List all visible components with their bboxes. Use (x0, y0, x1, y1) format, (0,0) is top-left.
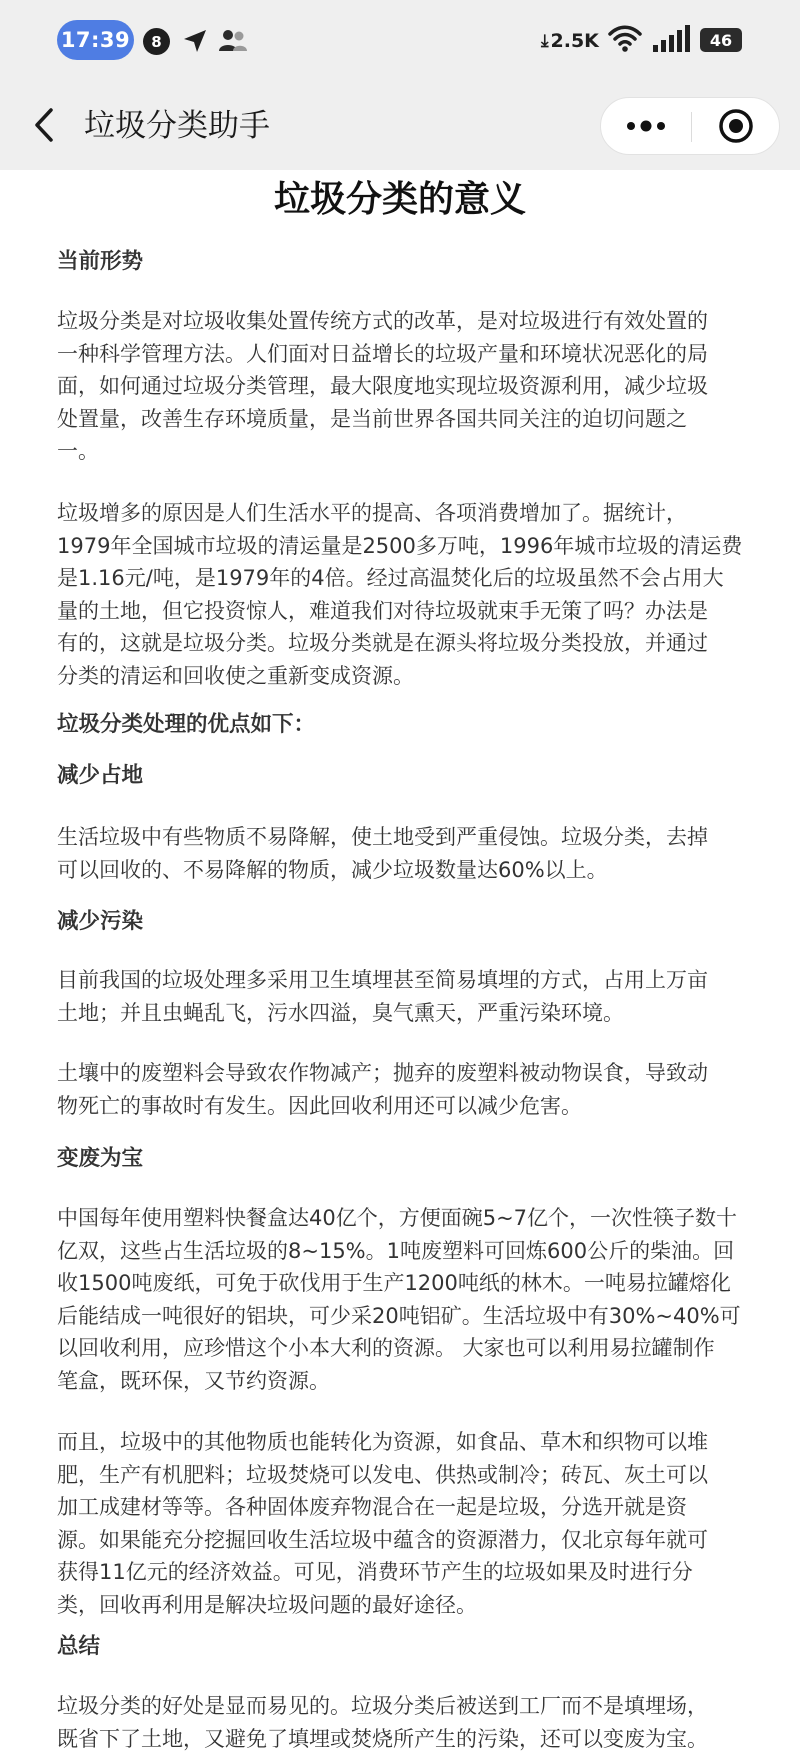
paragraph: 生活垃圾中有些物质不易降解，使土地受到严重侵蚀。垃圾分类，去掉 可以回收的、不易降解的物质，减少垃圾数量达60%以上。 (57, 825, 708, 882)
chevron-left-icon (33, 107, 55, 143)
location-arrow-icon (180, 26, 210, 56)
close-miniprogram-button[interactable] (692, 98, 780, 154)
battery-indicator: 46 (700, 28, 742, 52)
wifi-icon (608, 24, 642, 54)
paragraph: 目前我国的垃圾处理多采用卫生填埋甚至简易填埋的方式，占用上万亩 土地；并且虫蝇乱飞，污水四溢，臭气熏天，严重污染环境。 (57, 968, 708, 1025)
more-dots-icon (625, 120, 667, 132)
paragraph: 垃圾增多的原因是人们生活水平的提高、各项消费增加了。据统计， 1979年全国城市垃圾的清运量是2500多万吨，1996年城市垃圾的清运费 是1.16元/吨，是1979年的4倍。经过高温焚化后的垃圾虽然不会占用大 量的土地，但它投资惊人，难道我们对待垃圾就束手无策了吗？办法是 有的，这就是垃圾分类。垃圾分类就是在源头将垃圾分类投放，并通过 分类的清运和回收使之重新变成资源。 (57, 501, 743, 688)
section-heading-current-situation: 当前形势 (57, 249, 144, 274)
article-title: 垃圾分类的意义 (273, 179, 526, 220)
contacts-icon (216, 27, 250, 55)
signal-strength-icon (652, 24, 692, 54)
nav-title: 垃圾分类助手 (84, 108, 270, 144)
section-heading-summary: 总结 (57, 1634, 101, 1659)
target-circle-icon (718, 108, 754, 144)
paragraph: 而且，垃圾中的其他物质也能转化为资源，如食品、草木和织物可以堆 肥，生产有机肥料；垃圾焚烧可以发电、供热或制冷；砖瓦、灰土可以 加工成建材等等。各种固体废弃物混合在一起是垃圾，分选开就是资 源。如果能充分挖掘回收生活垃圾中蕴含的资源潜力，仅北京每年就可 获得11亿元的经济效益。可见，消费环节产生的垃圾如果及时进行分 类，回收再利用是解决垃圾问题的最好途径。 (57, 1430, 708, 1617)
section-heading-reduce-land: 减少占地 (57, 763, 144, 788)
network-speed-value: 2.5K (550, 30, 599, 52)
paragraph: 垃圾分类的好处是显而易见的。垃圾分类后被送到工厂而不是填埋场， 既省下了土地，又避免了填埋或焚烧所产生的污染，还可以变废为宝。 (57, 1694, 708, 1751)
more-button[interactable] (601, 98, 691, 154)
notification-count-badge: 8 (143, 28, 170, 55)
network-speed (541, 26, 599, 56)
paragraph: 中国每年使用塑料快餐盒达40亿个，方便面碗5~7亿个，一次性筷子数十 亿双，这些占生活垃圾的8~15%。1吨废塑料可回炼600公斤的柴油。回 收1500吨废纸，可免于砍伐用于生产1200吨纸的林木。一吨易拉罐熔化 后能结成一吨很好的铝块，可少采20吨铝矿。生活垃圾中有30%~40%可 以回收利用，应珍惜这个小本大利的资源。 大家也可以利用易拉罐制作 笔盒，既环保，又节约资源。 (57, 1206, 741, 1393)
mini-program-capsule (600, 97, 780, 155)
nav-bar (0, 80, 800, 170)
paragraph: 垃圾分类是对垃圾收集处置传统方式的改革，是对垃圾进行有效处置的 一种科学管理方法。人们面对日益增长的垃圾产量和环境状况恶化的局 面，如何通过垃圾分类管理，最大限度地实现垃圾资源利用，减少垃圾 处置量，改善生存环境质量，是当前世界各国共同关注的迫切问题之 一。 (57, 309, 708, 463)
section-heading-waste-to-treasure: 变废为宝 (57, 1146, 144, 1171)
back-button[interactable] (24, 102, 64, 148)
article-content[interactable] (0, 170, 800, 1751)
section-heading-advantages: 垃圾分类处理的优点如下： (57, 712, 316, 737)
download-arrow-icon: ⤓ (541, 31, 549, 51)
section-heading-reduce-pollution: 减少污染 (57, 909, 144, 934)
status-bar (0, 0, 800, 80)
status-time: 17:39 (57, 20, 134, 60)
paragraph: 土壤中的废塑料会导致农作物减产；抛弃的废塑料被动物误食，导致动 物死亡的事故时有发生。因此回收利用还可以减少危害。 (57, 1061, 708, 1118)
